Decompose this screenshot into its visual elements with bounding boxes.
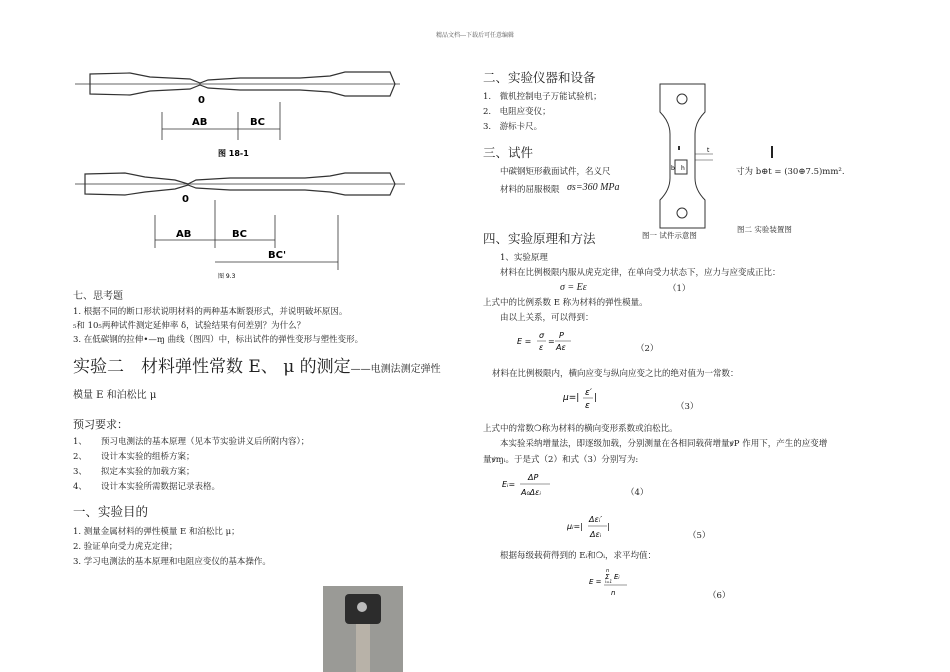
svg-text:E =: E =	[589, 578, 602, 586]
prep-item: 2、 设计本实验的组桥方案；	[73, 452, 195, 462]
principle-p4: 材料在比例极限内，横向应变与纵向应变之比的绝对值为一常数：	[492, 369, 739, 379]
principle-p8: 根据每级载荷得到的 Eᵢ和❍ᵢ，求平均值：	[500, 551, 656, 561]
svg-text:n: n	[606, 568, 610, 574]
photo-pin	[357, 602, 367, 612]
prep-item: 1、 预习电测法的基本原理（见本节实验讲义后所附内容）；	[73, 437, 310, 447]
subsection-1: 1、实验原理	[500, 253, 548, 263]
equation-2	[515, 328, 575, 356]
section7-title: 七、思考题	[73, 291, 123, 302]
svg-text:Aε: Aε	[556, 343, 566, 352]
specimen-schematic	[655, 82, 715, 230]
fig1-label-o: 0	[198, 95, 205, 106]
equation-4-number: （4）	[626, 488, 649, 498]
specimen-figure-1	[70, 62, 410, 162]
figure2-caption: 图二 实验装置图	[737, 225, 792, 234]
equation-5	[567, 512, 612, 542]
title-line2: 模量 E 和泊松比 μ	[73, 390, 157, 401]
prep-item: 3、 拟定本实验的加载方案；	[73, 467, 195, 477]
equation-6-number: （6）	[708, 591, 731, 601]
question-3: 3. 在低碳钢的拉伸•—ɱ 曲线（图四）中，标出试件的弹性变形与塑性变形。	[73, 335, 364, 345]
svg-text:|: |	[594, 393, 598, 403]
svg-text:Δεᵢ′: Δεᵢ′	[589, 515, 603, 524]
equation-1-number: （1）	[668, 284, 691, 294]
section3-title: 三、试件	[483, 145, 534, 160]
svg-text:μᵢ=|: μᵢ=|	[567, 522, 583, 531]
principle-p3: 由以上关系，可以得到：	[500, 313, 594, 323]
label-t: t	[707, 147, 710, 154]
label-h: h	[681, 165, 685, 172]
svg-text:E =: E =	[517, 337, 532, 346]
fig2-label-o: 0	[182, 194, 189, 205]
prep-item: 4、 设计本实验所需数据记录表格。	[73, 482, 221, 492]
principle-p1: 材料在比例极限内服从虎克定律，在单向受力状态下，应力与应变成正比：	[500, 268, 781, 278]
fig1-label-ab: AB	[192, 117, 208, 128]
fig2-label-ab: AB	[176, 229, 192, 240]
svg-text:ε: ε	[585, 401, 590, 411]
yield-stress: σs=360 MPa	[567, 182, 620, 193]
figure1-caption: 图一 试件示意图	[642, 231, 697, 240]
equip-3: 3. 游标卡尺。	[483, 122, 543, 132]
title-main: 实验二 材料弹性常数 E、 μ 的测定	[73, 357, 351, 377]
equip-2: 2. 电阻应变仪；	[483, 107, 551, 117]
aim-1: 1. 测量金属材料的弹性模量 E 和泊松比 μ；	[73, 527, 240, 537]
fig2-label-bc: BC	[232, 229, 247, 240]
fig1-caption: 图 18-1	[218, 149, 249, 158]
equation-1: σ = Eε	[560, 282, 587, 293]
equation-3-number: （3）	[676, 402, 699, 412]
fig2-label-bc-prime: BC'	[268, 250, 287, 261]
svg-text:|: |	[607, 522, 610, 531]
section4-title: 四、实验原理和方法	[483, 231, 596, 246]
prep-list	[73, 438, 309, 498]
prep-title: 预习要求：	[73, 418, 128, 431]
title-sub: ——电测法测定弹性	[350, 364, 441, 375]
principle-p2: 上式中的比例系数 E 称为材料的弹性模量。	[483, 298, 648, 308]
svg-text:n: n	[611, 589, 616, 597]
svg-text:Eᵢ=: Eᵢ=	[502, 480, 516, 489]
aim-2: 2. 验证单向受力虎克定律；	[73, 542, 178, 552]
svg-text:ε′: ε′	[585, 388, 592, 398]
section2-title: 二、实验仪器和设备	[483, 70, 596, 85]
equation-4	[502, 470, 552, 500]
question-2: ₅和 10₅两种试件测定延伸率 δ，试验结果有何差别？为什么？	[73, 321, 306, 331]
principle-p7: 量ꝟɱᵢ。于是式（2）和式（3）分别写为:	[483, 455, 639, 465]
svg-text:Σ: Σ	[605, 573, 610, 581]
question-1: 1. 根据不同的断口形状说明材料的两种基本断裂形式，并说明破坏原因。	[73, 307, 348, 317]
equation-5-number: （5）	[688, 531, 711, 541]
apparatus-photo	[323, 586, 403, 672]
setup-marker	[771, 146, 773, 158]
page-header: 精品文档---下载后可任意编辑	[435, 32, 515, 39]
equip-1: 1. 微机控制电子万能试验机；	[483, 92, 602, 102]
principle-p5: 上式中的常数❍称为材料的横向变形系数或泊松比。	[483, 424, 678, 434]
svg-text:=: =	[548, 337, 555, 346]
specimen-desc-1b: 寸为 b⊕t = (30⊕7.5)mm².	[736, 167, 845, 177]
specimen-desc-2: 材料的屈服极限	[500, 185, 560, 195]
svg-text:i=1: i=1	[605, 579, 613, 584]
fig1-label-bc: BC	[250, 117, 265, 128]
principle-p6: 本实验采纳增量法，即逐级加载，分别测量在各相同载荷增量ꝟP 作用下，产生的应变增	[500, 439, 828, 449]
equation-6	[589, 564, 639, 600]
section1-title: 一、实验目的	[73, 504, 149, 519]
svg-text:σ: σ	[539, 331, 545, 340]
svg-text:ε: ε	[539, 343, 544, 352]
experiment-title	[73, 352, 441, 377]
specimen-desc-1: 中碳钢矩形截面试件，名义尺	[500, 167, 611, 177]
svg-text:Eᵢ: Eᵢ	[614, 573, 620, 581]
svg-text:A₀Δεᵢ: A₀Δεᵢ	[521, 488, 541, 497]
svg-text:μ=|: μ=|	[563, 393, 580, 403]
specimen-figure-2	[70, 170, 410, 280]
svg-text:Δεᵢ: Δεᵢ	[590, 530, 602, 539]
label-b: b	[671, 165, 675, 172]
equation-3	[563, 384, 603, 412]
svg-text:P: P	[559, 331, 564, 340]
fig2-caption: 图 9.3	[218, 273, 236, 280]
photo-specimen	[356, 624, 370, 672]
equation-2-number: （2）	[636, 344, 659, 354]
svg-text:ΔP: ΔP	[528, 473, 539, 482]
aim-3: 3. 学习电测法的基本原理和电阻应变仪的基本操作。	[73, 557, 271, 567]
